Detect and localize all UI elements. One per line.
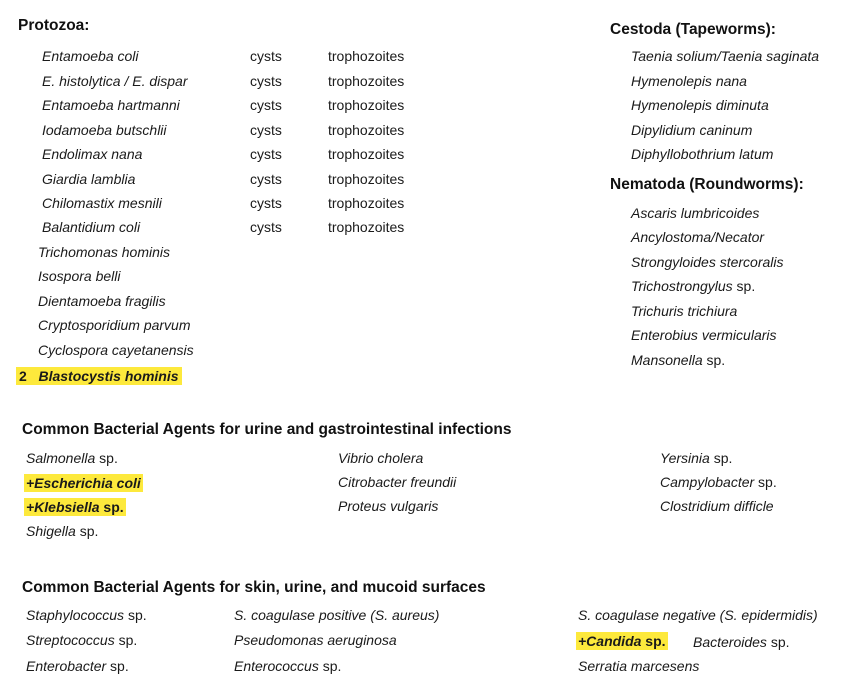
bacteria-item bbox=[26, 523, 98, 539]
nematoda-genus: Enterobius vermicularis bbox=[631, 327, 777, 343]
highlighted-protozoa bbox=[16, 367, 182, 385]
protozoa-troph: trophozoites bbox=[328, 171, 405, 187]
bacteria-genus: Salmonella bbox=[26, 450, 96, 466]
bacteria-suffix: sp. bbox=[114, 632, 138, 648]
protozoa-item: Trichomonas hominis bbox=[38, 244, 171, 260]
nematoda-item bbox=[631, 205, 759, 221]
nematoda-item bbox=[631, 229, 764, 245]
bacteria-genus: +Escherichia coli bbox=[26, 475, 141, 491]
nematoda-genus: Ancylostoma/Necator bbox=[631, 229, 765, 245]
protozoa-name: Entamoeba hartmanni bbox=[42, 97, 180, 113]
bacteria-item: Pseudomonas aeruginosa bbox=[234, 632, 397, 648]
protozoa-item: Dientamoeba fragilis bbox=[38, 293, 166, 309]
bacteria-item bbox=[26, 607, 147, 623]
nematoda-item bbox=[631, 254, 784, 270]
nematoda-heading: Nematoda (Roundworms): bbox=[610, 176, 804, 193]
protozoa-name: Endolimax nana bbox=[42, 146, 143, 162]
bacteria-suffix: sp. bbox=[75, 523, 99, 539]
bacteria-item bbox=[660, 498, 774, 514]
bacteria-suffix: sp. bbox=[318, 658, 342, 674]
protozoa-item: Cyclospora cayetanensis bbox=[38, 342, 194, 358]
bacteria-suffix: sp. bbox=[99, 499, 124, 515]
nematoda-item bbox=[631, 352, 725, 368]
bacteria-item: Vibrio cholera bbox=[338, 450, 424, 466]
cestoda-item: Dipylidium caninum bbox=[631, 122, 753, 138]
bacteria-item bbox=[26, 658, 129, 674]
candida-highlighted bbox=[576, 632, 668, 650]
bacteria-suffix: sp. bbox=[95, 450, 118, 466]
protozoa-name: Iodamoeba butschlii bbox=[42, 122, 167, 138]
bacteria-item: Proteus vulgaris bbox=[338, 498, 439, 514]
protozoa-cysts: cysts bbox=[250, 171, 282, 187]
nematoda-suffix: sp. bbox=[702, 352, 726, 368]
highlight-name: Blastocystis hominis bbox=[38, 368, 179, 384]
bacteria-genus: +Candida bbox=[578, 633, 642, 649]
protozoa-cysts: cysts bbox=[250, 122, 282, 138]
protozoa-name: Giardia lamblia bbox=[42, 171, 136, 187]
protozoa-item: Cryptosporidium parvum bbox=[38, 317, 191, 333]
protozoa-troph: trophozoites bbox=[328, 122, 405, 138]
bacteria-genus: Clostridium difficle bbox=[660, 498, 774, 514]
bacteria-item: Citrobacter freundii bbox=[338, 474, 457, 490]
bacteria-genus: Shigella bbox=[26, 523, 76, 539]
bacteria-genus: Streptococcus bbox=[26, 632, 115, 648]
protozoa-item: Isospora belli bbox=[38, 268, 121, 284]
bacteria-item bbox=[26, 632, 137, 648]
protozoa-troph: trophozoites bbox=[328, 146, 405, 162]
bacteria-item bbox=[234, 658, 341, 674]
cestoda-item: Hymenolepis nana bbox=[631, 73, 747, 89]
nematoda-genus: Strongyloides stercoralis bbox=[631, 254, 784, 270]
bacteria-skin-heading: Common Bacterial Agents for skin, urine, and mucoid surfaces bbox=[22, 579, 486, 596]
bacteria-genus: Campylobacter bbox=[660, 474, 755, 490]
bacteria-genus: Yersinia bbox=[660, 450, 710, 466]
protozoa-cysts: cysts bbox=[250, 48, 282, 64]
bacteria-item-highlighted bbox=[24, 498, 126, 516]
protozoa-cysts: cysts bbox=[250, 73, 282, 89]
bacteria-suffix: sp. bbox=[754, 474, 777, 490]
bacteria-item bbox=[693, 634, 790, 650]
protozoa-heading: Protozoa: bbox=[18, 17, 90, 34]
bacteria-item bbox=[660, 450, 732, 466]
highlight-number: 2 bbox=[19, 368, 27, 384]
nematoda-item bbox=[631, 327, 777, 343]
bacteria-item bbox=[660, 474, 777, 490]
protozoa-name: Balantidium coli bbox=[42, 219, 141, 235]
nematoda-genus: Ascaris lumbricoides bbox=[631, 205, 760, 221]
bacteria-item: S. coagulase positive (S. aureus) bbox=[234, 607, 440, 623]
bacteria-suffix: sp. bbox=[106, 658, 129, 674]
protozoa-troph: trophozoites bbox=[328, 73, 405, 89]
nematoda-item bbox=[631, 278, 755, 294]
bacteria-genus: Staphylococcus bbox=[26, 607, 125, 623]
nematoda-genus: Mansonella bbox=[631, 352, 703, 368]
bacteria-item-highlighted bbox=[24, 474, 143, 492]
protozoa-troph: trophozoites bbox=[328, 219, 405, 235]
protozoa-name: Entamoeba coli bbox=[42, 48, 139, 64]
protozoa-cysts: cysts bbox=[250, 97, 282, 113]
bacteria-item bbox=[26, 450, 118, 466]
bacteria-suffix: sp. bbox=[709, 450, 733, 466]
bacteria-genus: Enterobacter bbox=[26, 658, 107, 674]
nematoda-item bbox=[631, 303, 737, 319]
cestoda-heading: Cestoda (Tapeworms): bbox=[610, 21, 776, 38]
bacteria-genus: Enterococcus bbox=[234, 658, 319, 674]
bacteria-genus: Bacteroides bbox=[693, 634, 767, 650]
cestoda-item: Hymenolepis diminuta bbox=[631, 97, 769, 113]
bacteria-genus: +Klebsiella bbox=[26, 499, 100, 515]
bacteria-suffix: sp. bbox=[124, 607, 147, 623]
bacteria-gi-heading: Common Bacterial Agents for urine and gastrointestinal infections bbox=[22, 421, 512, 438]
protozoa-troph: trophozoites bbox=[328, 195, 405, 211]
protozoa-cysts: cysts bbox=[250, 219, 282, 235]
cestoda-item: Diphyllobothrium latum bbox=[631, 146, 774, 162]
nematoda-genus: Trichostrongylus bbox=[631, 278, 733, 294]
cestoda-item: Taenia solium/Taenia saginata bbox=[631, 48, 820, 64]
protozoa-cysts: cysts bbox=[250, 146, 282, 162]
nematoda-genus: Trichuris trichiura bbox=[631, 303, 738, 319]
protozoa-name: E. histolytica / E. dispar bbox=[42, 73, 188, 89]
protozoa-name: Chilomastix mesnili bbox=[42, 195, 162, 211]
nematoda-suffix: sp. bbox=[732, 278, 756, 294]
bacteria-suffix: sp. bbox=[641, 633, 666, 649]
bacteria-suffix: sp. bbox=[766, 634, 790, 650]
protozoa-troph: trophozoites bbox=[328, 97, 405, 113]
bacteria-item: Serratia marcesens bbox=[578, 658, 700, 674]
protozoa-troph: trophozoites bbox=[328, 48, 405, 64]
bacteria-item: S. coagulase negative (S. epidermidis) bbox=[578, 607, 818, 623]
protozoa-cysts: cysts bbox=[250, 195, 282, 211]
